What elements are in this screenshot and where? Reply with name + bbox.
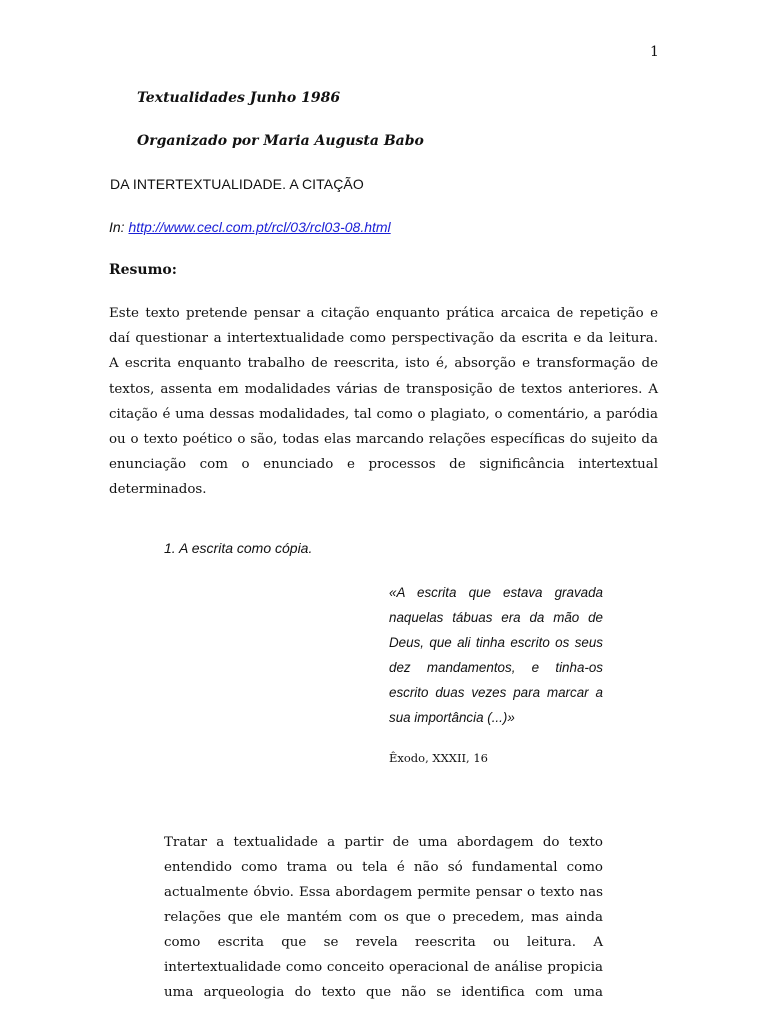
- abstract-label: Resumo:: [109, 262, 177, 278]
- epigraph-source: Êxodo, XXXII, 16: [389, 751, 488, 765]
- source-label: In:: [109, 219, 129, 235]
- epigraph-quote: «A escrita que estava gravada naquelas tábuas era da mão de Deus, que ali tinha escrito os seus dez mandamentos, e tinha-os escrito duas vezes para marcar a sua importância (...)»: [389, 585, 603, 725]
- publication-title: Textualidades Junho 1986: [137, 90, 341, 106]
- body-paragraph: Tratar a textualidade a partir de uma abordagem do texto entendido como trama ou tela é não só fundamental como actualmente óbvio. Essa abordagem permite pensar o texto nas relações que ele mantém com os que o precedem, mas ainda como escrita que se revela reescrita ou leitura. A intertextualidade como conceito operacional de análise propicia uma arqueologia do texto que não se identifica com uma: [164, 835, 603, 1000]
- section-title: 1. A escrita como cópia.: [164, 540, 313, 556]
- abstract-text: Este texto pretende pensar a citação enquanto prática arcaica de repetição e daí questionar a intertextualidade como perspectivação da escrita e da leitura. A escrita enquanto trabalho de reescrita, isto é, absorção e transformação de textos, assenta em modalidades várias de transposição de textos anteriores. A citação é uma dessas modalidades, tal como o plagiato, o comentário, a paródia ou o texto poético o são, todas elas marcando relações específicas do sujeito da enunciação com o enunciado e processos de significância intertextual determinados.: [109, 306, 658, 498]
- source-line: [109, 219, 391, 235]
- organizer-line: Organizado por Maria Augusta Babo: [137, 133, 424, 149]
- article-heading: DA INTERTEXTUALIDADE. A CITAÇÃO: [110, 176, 364, 192]
- page-number: 1: [650, 44, 659, 60]
- source-link[interactable]: http://www.cecl.com.pt/rcl/03/rcl03-08.html: [128, 219, 391, 235]
